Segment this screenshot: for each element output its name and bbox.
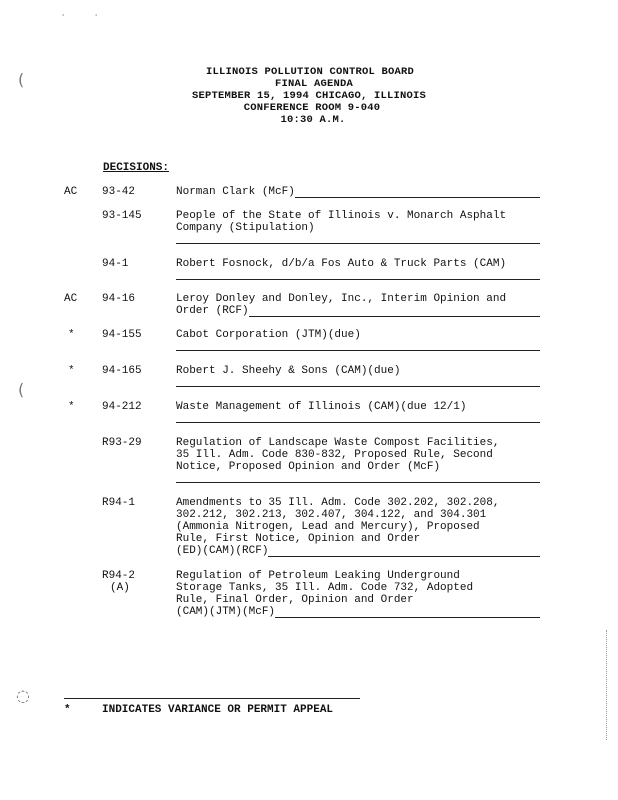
item-line: Regulation of Petroleum Leaking Underground [176,570,460,582]
footer-note [64,704,333,716]
item-number: 93-145 [102,210,142,222]
item-line: Leroy Donley and Donley, Inc., Interim Opinion and [176,293,507,305]
section-title: DECISIONS: [103,162,170,174]
item-line: (CAM)(JTM)(McF) [176,606,276,618]
signature-line [176,422,540,423]
footer-text: INDICATES VARIANCE OR PERMIT APPEAL [102,704,334,716]
signature-line [268,548,540,557]
item-number: R93-29 [102,437,142,449]
agenda-header [0,66,618,126]
item-mark: * [68,365,75,377]
header-line: ILLINOIS POLLUTION CONTROL BOARD [205,66,415,78]
item-line: Rule, First Notice, Opinion and Order [176,533,421,545]
item-line: Notice, Proposed Opinion and Order (McF) [176,461,441,473]
item-description [176,437,540,483]
signature-line [249,308,540,317]
header-line: SEPTEMBER 15, 1994 CHICAGO, ILLINOIS [191,90,427,102]
signature-line [176,243,540,244]
header-line: 10:30 A.M. [280,114,346,126]
item-line: Rule, Final Order, Opinion and Order [176,594,414,606]
hole-punch-mark: ( [18,70,25,89]
scan-edge-mark [606,630,608,740]
header-line: CONFERENCE ROOM 9-040 [243,102,381,114]
item-description [176,329,540,351]
item-line: (Ammonia Nitrogen, Lead and Mercury), Proposed [176,521,480,533]
item-line: (ED)(CAM)(RCF) [176,545,269,557]
item-description [176,258,540,280]
item-line: Regulation of Landscape Waste Compost Facilities, [176,437,500,449]
signature-line [275,609,540,618]
item-number: R94-1 [102,497,136,509]
scan-speck: ' [62,13,65,22]
item-number [102,570,172,594]
signature-line [176,482,540,483]
item-line: Company (Stipulation) [176,222,315,234]
item-description [176,365,540,387]
item-line: 35 Ill. Adm. Code 830-832, Proposed Rule, Second [176,449,493,461]
item-line: Order (RCF) [176,305,249,317]
item-number: 94-155 [102,329,142,341]
item-description [176,401,540,423]
item-line: Norman Clark (McF) [176,186,295,198]
header-line: FINAL AGENDA [274,78,353,90]
item-line: Robert J. Sheehy & Sons (CAM)(due) [176,365,401,377]
item-number: 94-212 [102,401,142,413]
item-description [176,497,540,557]
item-mark: AC [64,293,78,305]
item-number: 94-16 [102,293,136,305]
hole-punch-mark: ( [18,380,25,399]
item-description [176,186,540,198]
item-line: People of the State of Illinois v. Monarch Asphalt [176,210,507,222]
signature-line [176,350,540,351]
item-line: Amendments to 35 Ill. Adm. Code 302.202, 302.208, [176,497,500,509]
item-mark: * [68,401,75,413]
footer-divider [64,698,360,699]
item-line: 302.212, 302.213, 302.407, 304.122, and 304.301 [176,509,487,521]
item-number: 93-42 [102,186,136,198]
item-number-line: R94-2 [102,570,136,582]
footer-symbol: * [64,704,71,716]
signature-line [176,386,540,387]
item-number-suffix: (A) [110,582,130,594]
item-description [176,210,540,244]
item-description [176,570,540,618]
scan-speck: ' [95,13,98,22]
item-line: Cabot Corporation (JTM)(due) [176,329,361,341]
hole-punch-mark: ◌ [16,686,30,705]
item-number: 94-1 [102,258,129,270]
item-description [176,293,540,317]
item-line: Robert Fosnock, d/b/a Fos Auto & Truck Parts (CAM) [176,258,507,270]
item-number: 94-165 [102,365,142,377]
item-line: Waste Management of Illinois (CAM)(due 12/1) [176,401,467,413]
item-mark: * [68,329,75,341]
signature-line [295,189,540,198]
signature-line [176,279,540,280]
item-mark: AC [64,186,78,198]
item-line: Storage Tanks, 35 Ill. Adm. Code 732, Adopted [176,582,474,594]
